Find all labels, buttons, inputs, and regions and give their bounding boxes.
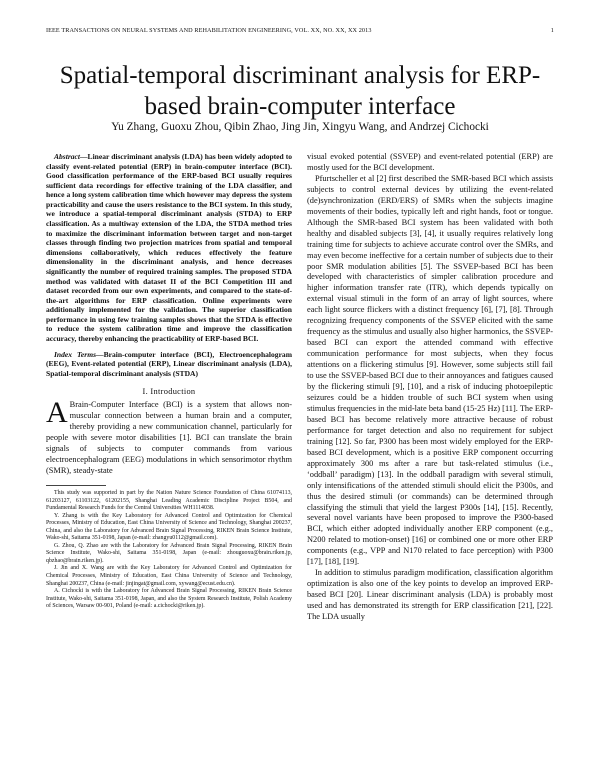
index-terms [46,350,292,379]
footnote-funding: This study was supported in part by the Nation Nature Science Foundation of China 61074113, 61203127, 61103122, 61202155, Shanghai Leading Academic Discipline Project B504, and Fundamental Research Funds for the Central Universities WH1114038. [46,489,292,512]
paper-title: Spatial-temporal discriminant analysis for ERP-based brain-computer interface [59,62,541,120]
footnote-affiliation-jin-wang: J. Jin and X. Wang are with the Key Laboratory for Advanced Control and Optimization for Chemical Processes, Ministry of Education, East China University of Science and Technology, Shanghai 200237, China (e-mail: jinjingat@gmail.com, xywang@ecust.edu.cn). [46,565,292,587]
footnote-affiliation-zhang: Y. Zhang is with the Key Laboratory for Advanced Control and Optimization for Chemical Processes, Ministry of Education, East China University of Science and Technology, Shanghai 200237, China, and also the Laboratory for Advanced Brain Signal Processing, RIKEN Brain Science Institute, Wako-shi, Saitama 351-0198, Japan (e-mail: zhangyu0112@gmail.com). [46,512,292,542]
abstract-lead: Abstract [54,152,80,161]
body-paragraph: In addition to stimulus paradigm modification, classification algorithm optimization is also one of the key points to develop an improved ERP-based BCI [20]. Linear discriminant analysis (LDA) is probably most used and has demonstrated its strength for ERP classification [21], [22]. The LDA usually [307,568,553,622]
abstract [46,152,292,344]
section-heading-introduction: I. Introduction [142,387,196,397]
intro-paragraph [46,396,292,477]
footnote-divider [46,485,106,486]
abstract-text: —Linear discriminant analysis (LDA) has been widely adopted to classify event-related potential (ERP) in brain-computer interface (BCI). Good classification performance of the ERP-based BCI usually requires sufficient data recordings for effective training of the LDA classifier, and hence a long system calibration time which however may depress the system practicability and cause the users resistance to the BCI system. In this study, we introduce a spatial-temporal discriminant analysis (STDA) to ERP classification. As a multiway extension of the LDA, the STDA method tries to maximize the discriminant information between target and non-target classes through finding two projection matrices from spatial and temporal dimensions collaboratively, which reduces effectively the feature dimensionality in the discriminant analysis, and hence decreases significantly the number of required training samples. The proposed STDA method was validated with dataset II of the BCI Competition III and dataset recorded from our own experiments, and compared to the state-of-the-art algorithms for ERP classification. Online experiments were additionally implemented for the validation. The superior classification performance in using few training samples shows that the STDA is effective to reduce the system calibration time and improve the classification accuracy, thereby enhancing the practicability of ERP-based BCI. [46,152,292,343]
body-paragraph: visual evoked potential (SSVEP) and event-related potential (ERP) are mostly used for the BCI development. [307,152,553,172]
right-column [307,152,553,623]
index-terms-text: —Brain-computer interface (BCI), Electroencephalogram (EEG), Event-related potential (ERP), Linear discriminant analysis (LDA), Spatial-temporal discriminant analysis (STDA) [46,349,292,378]
footnote-affiliation-zhou-zhao: G. Zhou, Q. Zhao are with the Laboratory for Advanced Brain Signal Processing, RIKEN Brain Science Institute, Wako-shi, Saitama 351-0198, Japan (e-mail: zhouguoxu@brain.riken.jp, qbzhao@brain.riken.jp). [46,542,292,564]
left-column [46,152,292,611]
footnote-affiliation-cichocki: A. Cichocki is with the Laboratory for Advanced Brain Signal Processing, RIKEN Brain Science Institute, Wako-shi, Saitama 351-0198, Japan, and also the System Research Institute, Polish Academy of Sciences, Warsaw 00-901, Poland (e-mail: a.cichocki@riken.jp). [46,588,292,610]
running-header [46,27,554,34]
drop-cap: A [46,396,68,430]
index-terms-lead: Index Terms [54,349,97,359]
page-number: 1 [550,27,554,34]
body-paragraph: Pfurtscheller et al [2] first described the SMR-based BCI which assists subjects to control external devices by utilizing the event-related (de)synchronization (ERD/ERS) of SMRs when the subjects imagine movements of their bodies, typically left and right hands, foot or tongue. Although the SMR-based BCI system has been validated with both healthy and disabled subjects [3], [4], it usually requires relatively long training time for subjects to achieve accurate control over the SMRs, and may even become ineffective for a certain number of subjects due to their poor SMR modulation abilities [5]. The SSVEP-based BCI has been developed with characteristics of simpler calibration procedure and higher information transfer rate (ITR), which depends typically on external visual stimuli in the form of an array of light sources, where each light source flickers with a distinct frequency [6], [7], [8]. Through recognizing frequency components of the SSVEP elicited with the same frequency as the stimulus and usually also higher harmonics, the SSVEP-based BCI can export the attended command with effective communication performance for most subjects, when they focus attentions on a flickering stimulus [9]. However, some subjects still fail to use the SSVEP-based BCI due to their annoyances and fatigues caused by the flickering stimuli [9], [10], and a risk of inducing photoepileptic seizures could be a hidden trouble of such BCI system when using stimulus frequencies in the mid-late beta band (15-25 Hz) [11]. The ERP-based BCI has become relatively more attractive because of robust performance for target detection and also no requirement for subject training [12]. So far, P300 has been most widely employed for the ERP-based BCI development, which is a positive ERP component occurring approximately 300 ms after a rare but task-related stimulus (i.e., ‘oddball’ paradigm) [13]. In the oddball paradigm with several stimuli, only intensifications of the attended stimuli should elicit the P300s, and thus the desired stimuli (or commands) can be determined through classifying the stimuli that yield the largest P300s [14], [15]. Recently, several novel variants have been proposed to improve the P300-based BCI, which either adopted individually another ERP component (e.g., N200 related to motion-onset) [16] or combined one or more other ERP components (e.g., VPP and N170 related to face perception) with P300 [17], [18], [19]. [307,173,553,567]
journal-name: IEEE TRANSACTIONS ON NEURAL SYSTEMS AND REHABILITATION ENGINEERING, VOL. XX, NO. XX, XX 2013 [46,27,372,34]
intro-paragraph-text: Brain-Computer Interface (BCI) is a system that allows non-muscular connection between a human brain and a computer, thereby providing a new communication channel, particularly for people with severe motor disabilities [1]. BCI can translate the brain signals of subjects to computer commands from various electroencephalogram (EEG) modulations in which sensorimotor rhythm (SMR), steady-state [46,400,292,476]
author-list: Yu Zhang, Guoxu Zhou, Qibin Zhao, Jing Jin, Xingyu Wang, and Andrzej Cichocki [111,121,489,133]
